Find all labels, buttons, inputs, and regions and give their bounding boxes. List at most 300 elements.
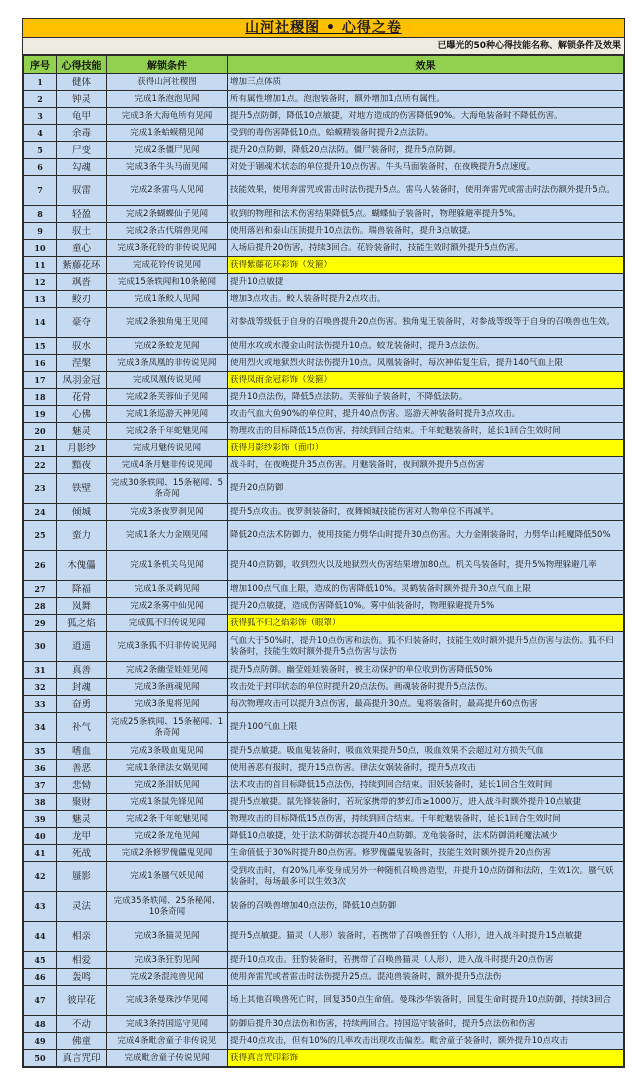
effect-cell-text: 增加3点攻击。鲛人装备时提升2点攻击。	[230, 293, 386, 304]
unlock-condition-cell	[107, 274, 228, 291]
effect-cell-text: 对参战等级低于自身的召唤兽提升20点伤害。独角鬼王装备时，对参战等级等于自身的召唤兽也生效。	[230, 317, 615, 327]
unlock-condition-cell	[107, 662, 228, 679]
effect-cell-text: 收到的物理和法术伤害结果降低5点。蝴蝶仙子装备时，物理躲避率提升5%。	[230, 208, 521, 219]
row-number-cell-text: 13	[34, 293, 46, 304]
skill-name-cell	[57, 696, 107, 713]
skill-name-cell	[57, 760, 107, 777]
skill-name-cell-text: 龙甲	[71, 830, 91, 842]
row-number-cell-text: 46	[34, 971, 46, 982]
row-number-cell-text: 29	[34, 617, 46, 628]
row-number-cell-text: 3	[37, 110, 43, 121]
unlock-condition-cell	[107, 1050, 228, 1067]
skill-name-cell-text: 补气	[71, 722, 91, 733]
unlock-condition-cell	[107, 91, 228, 108]
table-row	[24, 777, 624, 794]
skill-name-cell	[57, 223, 107, 240]
effect-cell-text: 提升5点敏捷。鼠先锋装备时，若玩家携带的梦幻币≥1000万，进入战斗时额外提升10点敏捷	[230, 796, 581, 807]
skill-name-cell-text: 豪夺	[71, 317, 91, 328]
row-number-cell	[24, 159, 57, 176]
effect-cell-text: 提升5点敏捷。猫灵（人形）装备时，若携带了召唤兽狂豹（人形），进入战斗时提升15点敏捷	[230, 931, 582, 941]
skill-name-cell-text: 封魂	[71, 681, 91, 693]
effect-cell-text: 提升100气血上限	[230, 722, 298, 732]
unlock-condition-cell	[107, 760, 228, 777]
row-number-cell-text: 10	[34, 242, 46, 253]
effect-cell	[228, 440, 624, 457]
table-row	[24, 615, 624, 632]
unlock-condition-cell-text: 完成3条狂豹见闻	[134, 954, 200, 965]
row-number-cell-text: 43	[34, 901, 46, 911]
effect-cell	[228, 338, 624, 355]
skill-name-cell-text: 相爱	[71, 954, 91, 966]
unlock-condition-cell	[107, 696, 228, 713]
table-row	[24, 632, 624, 662]
unlock-condition-cell	[107, 794, 228, 811]
row-number-cell	[24, 1050, 57, 1067]
effect-cell	[228, 240, 624, 257]
row-number-cell-text: 33	[34, 698, 46, 709]
effect-cell	[228, 892, 624, 922]
table-row	[24, 274, 624, 291]
effect-cell	[228, 206, 624, 223]
table-row	[24, 223, 624, 240]
unlock-condition-cell	[107, 240, 228, 257]
row-number-cell-text: 47	[34, 995, 46, 1005]
skill-name-cell	[57, 794, 107, 811]
row-number-cell	[24, 474, 57, 504]
effect-cell-text: 使用烈火或地狱烈火时法伤提升10点。凤凰装备时，每次神佑复生后，提升140气血上限	[230, 357, 564, 368]
unlock-condition-cell	[107, 108, 228, 125]
table-row	[24, 125, 624, 142]
table-row	[24, 108, 624, 125]
row-number-cell	[24, 257, 57, 274]
unlock-condition-cell	[107, 159, 228, 176]
effect-cell	[228, 1016, 624, 1033]
unlock-condition-cell	[107, 308, 228, 338]
effect-cell-text: 提升5点防御。幽莹娃娃装备时，被主动保护的单位收到伤害降低50%	[230, 664, 493, 675]
row-number-cell	[24, 457, 57, 474]
effect-cell-text: 使用落岩和泰山压顶提升10点法伤。瑞兽装备时，提升3点敏捷。	[230, 225, 476, 236]
row-number-cell	[24, 922, 57, 952]
skill-name-cell	[57, 372, 107, 389]
row-number-cell-text: 39	[34, 813, 46, 824]
skill-name-cell	[57, 679, 107, 696]
skill-name-cell	[57, 423, 107, 440]
row-number-cell-text: 38	[34, 796, 46, 807]
row-number-cell	[24, 389, 57, 406]
unlock-condition-cell	[107, 845, 228, 862]
skill-name-cell-text: 余毒	[71, 127, 91, 139]
effect-cell-text: 场上其他召唤兽死亡时，回复350点生命值。曼珠沙华装备时，回复生命时提升10点防御，持续3回合	[230, 995, 611, 1005]
skill-name-cell-text: 轻盈	[71, 208, 91, 220]
row-number-cell-text: 42	[34, 871, 46, 881]
unlock-condition-cell-text: 完成2条蝴蝶仙子见闻	[126, 208, 208, 219]
skill-name-cell-text: 紫藤花环	[62, 259, 101, 271]
effect-cell	[228, 969, 624, 986]
effect-cell-text: 战斗时，在夜晚提升35点伤害。月魅装备时，夜间额外提升5点伤害	[230, 459, 485, 470]
effect-cell	[228, 474, 624, 504]
effect-cell-text: 提升5点防御，降低10点敏捷，对地方造成的伤害降低90%。大海龟装备时不降低伤害。	[230, 110, 563, 121]
unlock-condition-cell-text: 完成35条轶闻、25条秘闻、10条奇闻	[113, 895, 221, 917]
table-row	[24, 794, 624, 811]
skill-name-cell	[57, 406, 107, 423]
effect-cell	[228, 986, 624, 1016]
unlock-condition-cell-text: 完成3条凤凰的非传说见闻	[117, 357, 217, 368]
row-number-cell	[24, 291, 57, 308]
effect-cell-text: 使用奔雷咒或者雷击时法伤提升25点。混沌兽装备时，额外提升5点法伤	[230, 971, 502, 982]
skill-name-cell	[57, 1016, 107, 1033]
table-row	[24, 423, 624, 440]
table-row	[24, 922, 624, 952]
unlock-condition-cell	[107, 862, 228, 892]
skill-name-cell	[57, 338, 107, 355]
effect-cell-text: 装备的召唤兽增加40点法伤，降低10点防御	[230, 901, 397, 911]
unlock-condition-cell	[107, 581, 228, 598]
row-number-cell-text: 50	[34, 1052, 46, 1063]
unlock-condition-cell	[107, 457, 228, 474]
row-number-cell	[24, 125, 57, 142]
table-row	[24, 159, 624, 176]
unlock-condition-cell-text: 完成3条画魂见闻	[134, 681, 200, 692]
skill-name-cell-text: 不动	[71, 1018, 91, 1030]
skill-name-cell-text: 尸变	[71, 144, 91, 156]
unlock-condition-cell-text: 完成2条古代瑞兽见闻	[126, 225, 208, 236]
row-number-cell-text: 48	[34, 1018, 46, 1029]
skill-name-cell-text: 真善	[71, 664, 91, 676]
unlock-condition-cell	[107, 1033, 228, 1050]
unlock-condition-cell-text: 完成1条蜃气妖见闻	[130, 871, 204, 881]
effect-cell-text: 获得真言咒印彩饰	[230, 1052, 299, 1063]
skill-name-cell	[57, 777, 107, 794]
table-row	[24, 969, 624, 986]
effect-cell	[228, 142, 624, 159]
skill-name-cell	[57, 91, 107, 108]
effect-cell	[228, 257, 624, 274]
unlock-condition-cell	[107, 777, 228, 794]
table-row	[24, 389, 624, 406]
skill-name-cell-text: 真言咒印	[62, 1052, 101, 1064]
unlock-condition-cell	[107, 969, 228, 986]
effect-cell	[228, 713, 624, 743]
unlock-condition-cell-text: 完成凤凰传说见闻	[132, 374, 201, 385]
effect-cell-text: 气血大于50%时，提升10点伤害和法伤。狐不归装备时，技能生效时额外提升5点伤害与法伤。狐不归装备时，技能生效时额外提升5点伤害与法伤	[230, 635, 614, 657]
effect-cell-text: 获得紫藤花环彩饰（发箍）	[230, 259, 333, 270]
unlock-condition-cell	[107, 372, 228, 389]
effect-cell	[228, 1050, 624, 1067]
unlock-condition-cell-text: 完成1条律法女娲见闻	[126, 762, 208, 773]
effect-cell-text: 提升20点防御，降低20点法防。僵尸装备时，提升5点防御。	[230, 144, 462, 155]
unlock-condition-cell	[107, 986, 228, 1016]
row-number-cell-text: 5	[37, 144, 43, 155]
unlock-condition-cell	[107, 338, 228, 355]
unlock-condition-cell-text: 完成1条鲛人见闻	[134, 293, 200, 304]
effect-cell-text: 增加100点气血上限，造成的伤害降低10%。灵鹤装备时额外提升30点气血上限	[230, 583, 531, 594]
skill-name-cell-text: 魅灵	[71, 813, 91, 825]
effect-cell-text: 入场后提升20伤害，持续3回合。花铃装备时，技能生效时额外提升5点伤害。	[230, 242, 524, 253]
row-number-cell	[24, 811, 57, 828]
row-number-cell-text: 24	[34, 506, 46, 517]
unlock-condition-cell-text: 完成2条千年蛇魅见闻	[126, 425, 208, 436]
skill-name-cell-text: 悲恸	[71, 779, 91, 791]
skill-name-cell-text: 彼岸花	[67, 995, 96, 1006]
effect-cell	[228, 372, 624, 389]
row-number-cell-text: 1	[37, 76, 43, 87]
skill-name-cell	[57, 206, 107, 223]
row-number-cell-text: 32	[34, 681, 46, 692]
skill-name-cell-text: 花骨	[71, 391, 91, 403]
sheet-subtitle: 已曝光的50种心得技能名称、解锁条件及效果	[23, 38, 624, 55]
unlock-condition-cell	[107, 743, 228, 760]
skill-name-cell	[57, 125, 107, 142]
effect-cell	[228, 679, 624, 696]
table-row	[24, 74, 624, 91]
unlock-condition-cell-text: 完成30条轶闻、15条秘闻、5条奇闻	[110, 477, 224, 499]
effect-cell	[228, 743, 624, 760]
table-row	[24, 308, 624, 338]
unlock-condition-cell-text: 完成1条鼠先锋见闻	[130, 796, 204, 807]
table-row	[24, 504, 624, 521]
row-number-cell-text: 11	[34, 259, 46, 270]
table-row	[24, 986, 624, 1016]
effect-cell	[228, 504, 624, 521]
skill-name-cell	[57, 142, 107, 159]
row-number-cell	[24, 504, 57, 521]
skill-name-cell	[57, 662, 107, 679]
row-number-cell-text: 22	[34, 459, 46, 470]
row-number-cell-text: 12	[34, 276, 46, 287]
row-number-cell-text: 30	[34, 641, 46, 651]
row-number-cell-text: 25	[34, 530, 46, 540]
unlock-condition-cell	[107, 521, 228, 551]
effect-cell	[228, 811, 624, 828]
row-number-cell-text: 6	[37, 161, 43, 172]
effect-cell	[228, 274, 624, 291]
table-row	[24, 845, 624, 862]
unlock-condition-cell-text: 完成4条月魅非传说见闻	[121, 459, 213, 470]
unlock-condition-cell-text: 完成3条花铃的非传说见闻	[117, 242, 217, 253]
row-number-cell-text: 45	[34, 954, 46, 965]
unlock-condition-cell	[107, 223, 228, 240]
skill-name-cell-text: 铁壁	[71, 483, 91, 494]
effect-cell	[228, 423, 624, 440]
row-number-cell-text: 36	[34, 762, 46, 773]
row-number-cell	[24, 91, 57, 108]
unlock-condition-cell-text: 完成3条鬼将见闻	[134, 698, 200, 709]
effect-cell	[228, 389, 624, 406]
row-number-cell	[24, 206, 57, 223]
table-row	[24, 1033, 624, 1050]
row-number-cell-text: 21	[34, 442, 46, 453]
effect-cell	[228, 308, 624, 338]
row-number-cell-text: 28	[34, 600, 46, 611]
effect-cell	[228, 632, 624, 662]
table-row	[24, 355, 624, 372]
unlock-condition-cell	[107, 632, 228, 662]
effect-cell-text: 对处于锢魂术状态的单位提升10点伤害。牛头马面装备时，在夜晚提升5点速度。	[230, 161, 536, 172]
unlock-condition-cell	[107, 679, 228, 696]
unlock-condition-cell-text: 完成狐不归传说见闻	[128, 617, 206, 628]
unlock-condition-cell-text: 完成3条曼珠沙华见闻	[126, 995, 208, 1005]
effect-cell-text: 使用善恶有报时，提升15点伤害。律法女娲装备时，提升5点攻击	[230, 762, 476, 773]
effect-cell-text: 获得狐不归之焰彩饰（眼罩）	[230, 617, 341, 628]
table-row	[24, 811, 624, 828]
effect-cell	[228, 696, 624, 713]
unlock-condition-cell	[107, 811, 228, 828]
effect-cell	[228, 598, 624, 615]
effect-cell	[228, 845, 624, 862]
skill-name-cell-text: 黯夜	[71, 459, 91, 471]
row-number-cell	[24, 892, 57, 922]
effect-cell	[228, 551, 624, 581]
skill-name-cell	[57, 743, 107, 760]
effect-cell	[228, 176, 624, 206]
header-condition: 解锁条件	[107, 56, 228, 74]
effect-cell-text: 物理攻击的目标降低15点伤害，持续到回合结束。千年蛇魅装备时，延长1回合生效时间	[230, 425, 561, 436]
row-number-cell-text: 16	[34, 357, 46, 368]
row-number-cell	[24, 423, 57, 440]
unlock-condition-cell-text: 完成2条混沌兽见闻	[130, 971, 204, 982]
table-row	[24, 206, 624, 223]
effect-cell-text: 攻击气血大鱼90%的单位时，提升40点伤害。巡游天神装备时提升3点攻击。	[230, 408, 521, 419]
unlock-condition-cell	[107, 406, 228, 423]
skill-name-cell	[57, 257, 107, 274]
row-number-cell	[24, 845, 57, 862]
skill-name-cell-text: 狐之焰	[67, 617, 96, 629]
skill-name-cell-text: 勾魂	[71, 161, 91, 173]
row-number-cell	[24, 581, 57, 598]
effect-cell	[228, 794, 624, 811]
skill-name-cell-text: 相亲	[71, 931, 91, 942]
table-row	[24, 521, 624, 551]
effect-cell	[228, 862, 624, 892]
effect-cell-text: 提升10点法伤，降低5点法防。芙蓉仙子装备时，不降低法防。	[230, 391, 468, 402]
effect-cell	[228, 1033, 624, 1050]
row-number-cell	[24, 240, 57, 257]
skill-name-cell-text: 蜃影	[71, 871, 91, 882]
skill-name-cell-text: 奋勇	[71, 698, 91, 710]
row-number-cell-text: 17	[34, 374, 46, 385]
row-number-cell-text: 4	[37, 127, 43, 138]
skill-name-cell	[57, 615, 107, 632]
header-skill: 心得技能	[57, 56, 107, 74]
row-number-cell-text: 49	[34, 1035, 46, 1046]
table-row	[24, 440, 624, 457]
row-number-cell-text: 26	[34, 560, 46, 570]
skill-name-cell	[57, 521, 107, 551]
unlock-condition-cell-text: 完成2条芙蓉仙子见闻	[126, 391, 208, 402]
table-row	[24, 696, 624, 713]
row-number-cell	[24, 176, 57, 206]
unlock-condition-cell-text: 完成2条独角鬼王见闻	[126, 317, 208, 327]
skills-table	[23, 55, 624, 1067]
skill-name-cell-text: 蛮力	[71, 530, 91, 541]
unlock-condition-cell	[107, 551, 228, 581]
effect-cell-text: 技能效果，使用奔雷咒或雷击时法伤提升5点。雷鸟人装备时，使用奔雷咒或雷击时法伤额外提升5点。	[230, 185, 615, 195]
table-row	[24, 91, 624, 108]
skill-name-cell	[57, 504, 107, 521]
row-number-cell	[24, 440, 57, 457]
row-number-cell	[24, 372, 57, 389]
effect-cell-text: 提升40点防御，收到烈火以及地狱烈火伤害结果增加80点。机关鸟装备时，提升5%物理躲避几率	[230, 560, 597, 570]
skill-name-cell-text: 凤羽金冠	[62, 374, 101, 386]
unlock-condition-cell-text: 完成1条泡泡见闻	[134, 93, 200, 104]
unlock-condition-cell-text: 完成2条泪妖见闻	[134, 779, 200, 790]
skill-name-cell-text: 逍遥	[71, 641, 91, 652]
skill-name-cell-text: 驭水	[71, 340, 91, 352]
row-number-cell	[24, 338, 57, 355]
unlock-condition-cell-text: 完成花铃传说见闻	[132, 259, 201, 270]
skill-name-cell	[57, 862, 107, 892]
effect-cell-text: 生命值低于30%时提升80点伤害。修罗傀儡鬼装备时，技能生效时额外提升20点伤害	[230, 847, 552, 858]
row-number-cell-text: 23	[34, 483, 46, 493]
effect-cell-text: 受到的毒伤害降低10点。蛤蟆精装备时提升2点法防。	[230, 127, 434, 138]
skill-name-cell	[57, 1050, 107, 1067]
effect-cell	[228, 952, 624, 969]
skill-name-cell-text: 善恶	[71, 762, 91, 774]
skill-name-cell-text: 木傀儡	[67, 560, 96, 571]
effect-cell-text: 每次物理攻击可以提升3点伤害，最高提升30点。鬼将装备时，最高提升60点伤害	[230, 698, 538, 709]
unlock-condition-cell-text: 完成月魅传说见闻	[132, 442, 201, 453]
effect-cell	[228, 291, 624, 308]
unlock-condition-cell	[107, 1016, 228, 1033]
unlock-condition-cell	[107, 952, 228, 969]
skill-name-cell-text: 健体	[71, 76, 91, 88]
unlock-condition-cell-text: 完成3条吸血鬼见闻	[130, 745, 204, 756]
skill-name-cell	[57, 457, 107, 474]
row-number-cell	[24, 223, 57, 240]
row-number-cell-text: 37	[34, 779, 46, 790]
unlock-condition-cell-text: 完成2条僵尸见闻	[134, 144, 200, 155]
table-row	[24, 713, 624, 743]
unlock-condition-cell-text: 完成3条狐不归非传说见闻	[117, 641, 217, 651]
row-number-cell-text: 9	[37, 225, 43, 236]
row-number-cell-text: 31	[34, 664, 46, 675]
unlock-condition-cell-text: 完成3条牛头马面见闻	[126, 161, 208, 172]
skill-name-cell	[57, 922, 107, 952]
unlock-condition-cell-text: 完成4条毗舍童子非传说见	[117, 1035, 217, 1046]
skill-name-cell-text: 涅槃	[71, 357, 91, 369]
row-number-cell-text: 8	[37, 208, 43, 219]
unlock-condition-cell-text: 完成2条雷鸟人见闻	[130, 185, 204, 195]
unlock-condition-cell	[107, 125, 228, 142]
unlock-condition-cell-text: 完成1条机关鸟见闻	[130, 560, 204, 570]
effect-cell	[228, 760, 624, 777]
table-row	[24, 952, 624, 969]
table-row	[24, 338, 624, 355]
table-row	[24, 862, 624, 892]
skill-name-cell-text: 岚舞	[71, 600, 91, 612]
unlock-condition-cell	[107, 615, 228, 632]
skill-name-cell	[57, 551, 107, 581]
row-number-cell-text: 40	[34, 830, 46, 841]
skill-name-cell	[57, 632, 107, 662]
effect-cell-text: 受到攻击时，有20%几率变身成另外一种随机召唤兽造型，并提升10点防御和法防，生效1次。蜃气妖装备时，每场最多可以生效3次	[230, 865, 614, 887]
row-number-cell	[24, 952, 57, 969]
row-number-cell	[24, 108, 57, 125]
skill-name-cell-text: 死战	[71, 847, 91, 859]
unlock-condition-cell	[107, 74, 228, 91]
row-number-cell	[24, 551, 57, 581]
header-effect: 效果	[228, 56, 624, 74]
skill-name-cell-text: 魅灵	[71, 425, 91, 437]
unlock-condition-cell-text: 完成2条蛟龙见闻	[134, 340, 200, 351]
unlock-condition-cell-text: 完成3条持国巡守见闻	[126, 1018, 208, 1029]
header-no: 序号	[24, 56, 57, 74]
unlock-condition-cell	[107, 828, 228, 845]
row-number-cell	[24, 777, 57, 794]
effect-cell-text: 获得月影纱彩饰（面巾）	[230, 442, 324, 453]
skill-name-cell-text: 龟甲	[71, 110, 91, 122]
unlock-condition-cell	[107, 206, 228, 223]
